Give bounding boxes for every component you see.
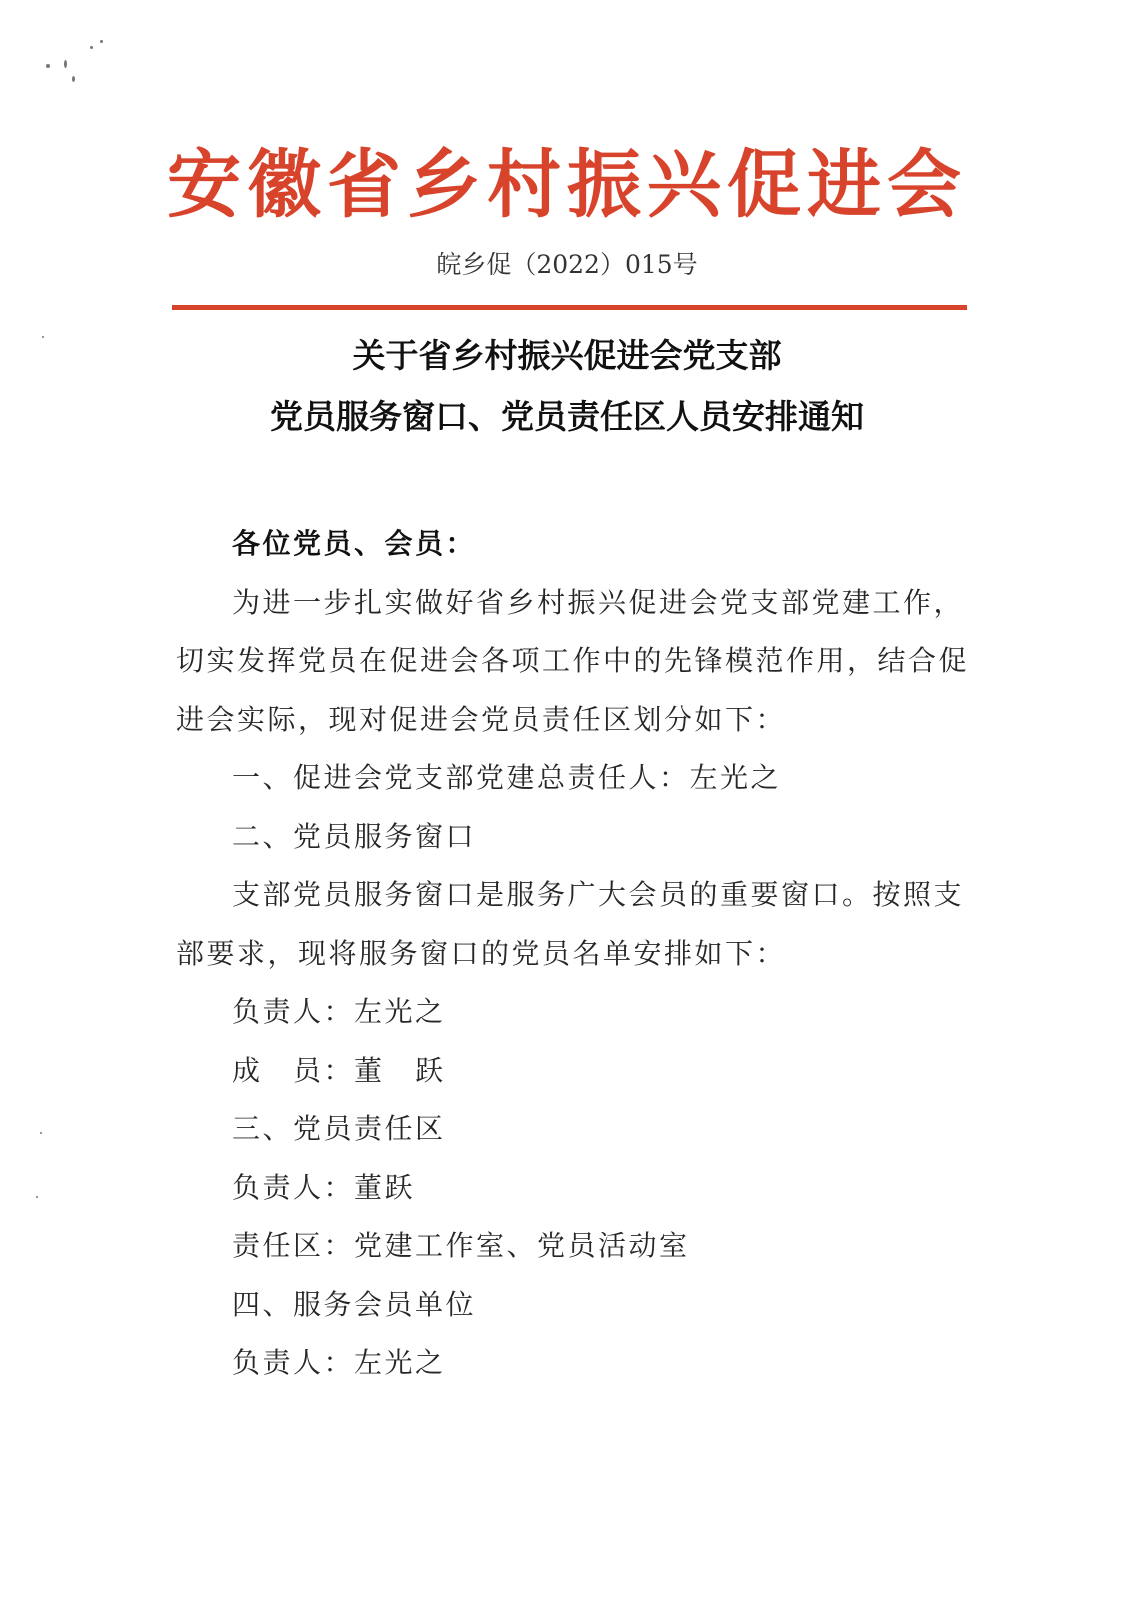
zone-leader: 负责人：董跃 [232, 1170, 416, 1204]
section-heading-one: 一、促进会党支部党建总责任人：左光之 [232, 761, 782, 794]
scan-speck [90, 46, 93, 49]
scan-speck [64, 60, 67, 68]
body-line: 支部党员服务窗口是服务广大会员的重要窗口。按照支 [232, 878, 965, 911]
section-heading-two: 二、党员服务窗口 [232, 819, 477, 853]
member-unit-leader: 负责人：左光之 [232, 1346, 446, 1379]
window-member: 成 员：董 跃 [232, 1053, 446, 1087]
document-body [176, 515, 970, 1393]
scan-speck [36, 1196, 38, 1198]
section-heading-four: 四、服务会员单位 [232, 1287, 477, 1321]
document-title-line-2: 党员服务窗口、党员责任区人员安排通知 [270, 397, 864, 436]
body-line: 部要求，现将服务窗口的党员名单安排如下： [176, 936, 787, 970]
issuing-organization-header: 安徽省乡村振兴促进会 [167, 142, 967, 228]
red-header-rule [172, 305, 967, 310]
document-number: 皖乡促（2022）015号 [436, 250, 698, 279]
body-line: 进会实际，现对促进会党员责任区划分如下： [176, 702, 787, 736]
scan-speck [40, 1132, 42, 1134]
scan-speck [72, 76, 75, 82]
scan-speck [46, 64, 50, 68]
body-line: 为进一步扎实做好省乡村振兴促进会党支部党建工作， [232, 585, 965, 619]
document-title-line-1: 关于省乡村振兴促进会党支部 [352, 336, 782, 375]
responsibility-zone: 责任区：党建工作室、党员活动室 [232, 1229, 690, 1262]
section-heading-three: 三、党员责任区 [232, 1112, 446, 1145]
scan-speck [100, 40, 103, 43]
salutation: 各位党员、会员： [232, 527, 477, 560]
window-leader: 负责人：左光之 [232, 995, 446, 1028]
body-line: 切实发挥党员在促进会各项工作中的先锋模范作用，结合促 [176, 644, 970, 677]
